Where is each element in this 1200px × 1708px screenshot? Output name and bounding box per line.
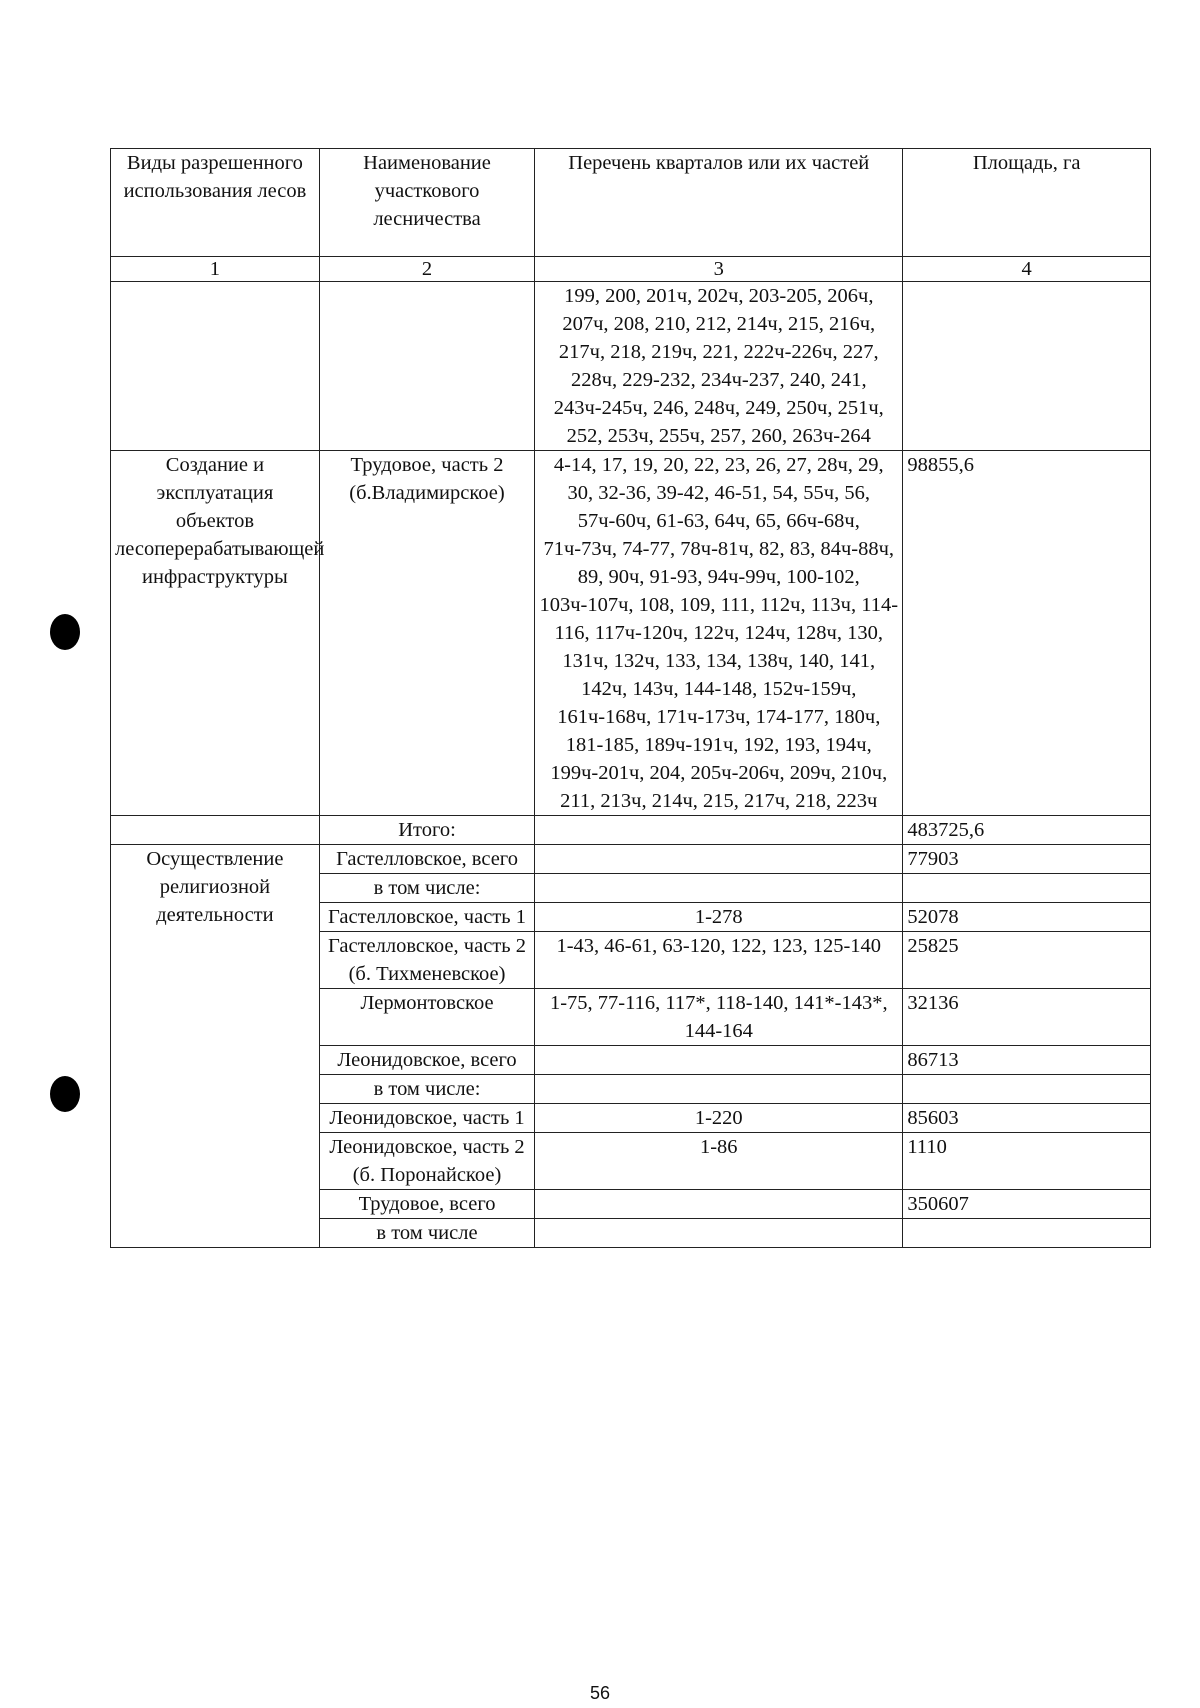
area-cell (903, 874, 1151, 903)
column-number: 1 (111, 257, 320, 282)
forestry-cell: Гастелловское, часть 1 (319, 903, 534, 932)
forestry-cell: Лермонтовское (319, 989, 534, 1046)
header-use-type: Виды разрешенного использования лесов (111, 149, 320, 257)
table-row (111, 282, 1151, 451)
quarters-cell: 199, 200, 201ч, 202ч, 203-205, 206ч, 207ч, 208, 210, 212, 214ч, 215, 216ч, 217ч, 218, 219ч, 221, 222ч-226ч, 227, 228ч, 229-232, 234ч-237, 240, 241, 243ч-245ч, 246, 248ч, 249, 250ч, 251ч, 252, 253ч, 255ч, 257, 260, 263ч-264 (535, 282, 903, 451)
forestry-cell: в том числе: (319, 1075, 534, 1104)
area-cell: 483725,6 (903, 816, 1151, 845)
column-number: 4 (903, 257, 1151, 282)
use-cell: Осуществление религиозной деятельности (111, 845, 320, 1248)
forestry-cell: Леонидовское, всего (319, 1046, 534, 1075)
forestry-cell: Леонидовское, часть 2 (б. Поронайское) (319, 1133, 534, 1190)
table-row (111, 816, 1151, 845)
area-cell (903, 1075, 1151, 1104)
column-number: 2 (319, 257, 534, 282)
forestry-cell: Итого: (319, 816, 534, 845)
quarters-cell: 4-14, 17, 19, 20, 22, 23, 26, 27, 28ч, 29, 30, 32-36, 39-42, 46-51, 54, 55ч, 56, 57ч-60ч, 61-63, 64ч, 65, 66ч-68ч, 71ч-73ч, 74-77, 78ч-81ч, 82, 83, 84ч-88ч, 89, 90ч, 91-93, 94ч-99ч, 100-102, 103ч-107ч, 108, 109, 111, 112ч, 113ч, 114-116, 117ч-120ч, 122ч, 124ч, 128ч, 130, 131ч, 132ч, 133, 134, 138ч, 140, 141, 142ч, 143ч, 144-148, 152ч-159ч, 161ч-168ч, 171ч-173ч, 174-177, 180ч, 181-185, 189ч-191ч, 192, 193, 194ч, 199ч-201ч, 204, 205ч-206ч, 209ч, 210ч, 211, 213ч, 214ч, 215, 217ч, 218, 223ч (535, 451, 903, 816)
use-cell (111, 816, 320, 845)
area-cell (903, 282, 1151, 451)
area-cell: 32136 (903, 989, 1151, 1046)
table-row (111, 845, 1151, 874)
area-cell: 52078 (903, 903, 1151, 932)
table-header-row (111, 149, 1151, 257)
header-quarters-list: Перечень кварталов или их частей (535, 149, 903, 257)
punch-hole (50, 614, 80, 650)
quarters-cell: 1-86 (535, 1133, 903, 1190)
quarters-cell (535, 1219, 903, 1248)
forest-use-table (110, 148, 1151, 1248)
column-number-row (111, 257, 1151, 282)
forestry-cell: Трудовое, часть 2 (б.Владимирское) (319, 451, 534, 816)
forestry-cell: Гастелловское, часть 2 (б. Тихменевское) (319, 932, 534, 989)
area-cell (903, 1219, 1151, 1248)
punch-hole (50, 1076, 80, 1112)
quarters-cell (535, 816, 903, 845)
area-cell: 77903 (903, 845, 1151, 874)
area-cell: 350607 (903, 1190, 1151, 1219)
page-number: 56 (589, 1683, 611, 1703)
area-cell: 98855,6 (903, 451, 1151, 816)
header-area: Площадь, га (903, 149, 1151, 257)
forestry-cell: Трудовое, всего (319, 1190, 534, 1219)
area-cell: 25825 (903, 932, 1151, 989)
quarters-cell: 1-220 (535, 1104, 903, 1133)
quarters-cell: 1-278 (535, 903, 903, 932)
use-cell (111, 282, 320, 451)
table-row (111, 451, 1151, 816)
column-number: 3 (535, 257, 903, 282)
quarters-cell: 1-75, 77-116, 117*, 118-140, 141*-143*, 144-164 (535, 989, 903, 1046)
quarters-cell (535, 1046, 903, 1075)
forestry-cell: Гастелловское, всего (319, 845, 534, 874)
forestry-cell: в том числе (319, 1219, 534, 1248)
quarters-cell (535, 1190, 903, 1219)
quarters-cell (535, 845, 903, 874)
forestry-cell: в том числе: (319, 874, 534, 903)
quarters-cell (535, 1075, 903, 1104)
header-forestry-name: Наименование участкового лесничества (319, 149, 534, 257)
quarters-cell: 1-43, 46-61, 63-120, 122, 123, 125-140 (535, 932, 903, 989)
forestry-cell: Леонидовское, часть 1 (319, 1104, 534, 1133)
area-cell: 1110 (903, 1133, 1151, 1190)
forestry-cell (319, 282, 534, 451)
area-cell: 86713 (903, 1046, 1151, 1075)
area-cell: 85603 (903, 1104, 1151, 1133)
quarters-cell (535, 874, 903, 903)
use-cell: Создание и эксплуатация объектов лесоперерабатывающей инфраструктуры (111, 451, 320, 816)
